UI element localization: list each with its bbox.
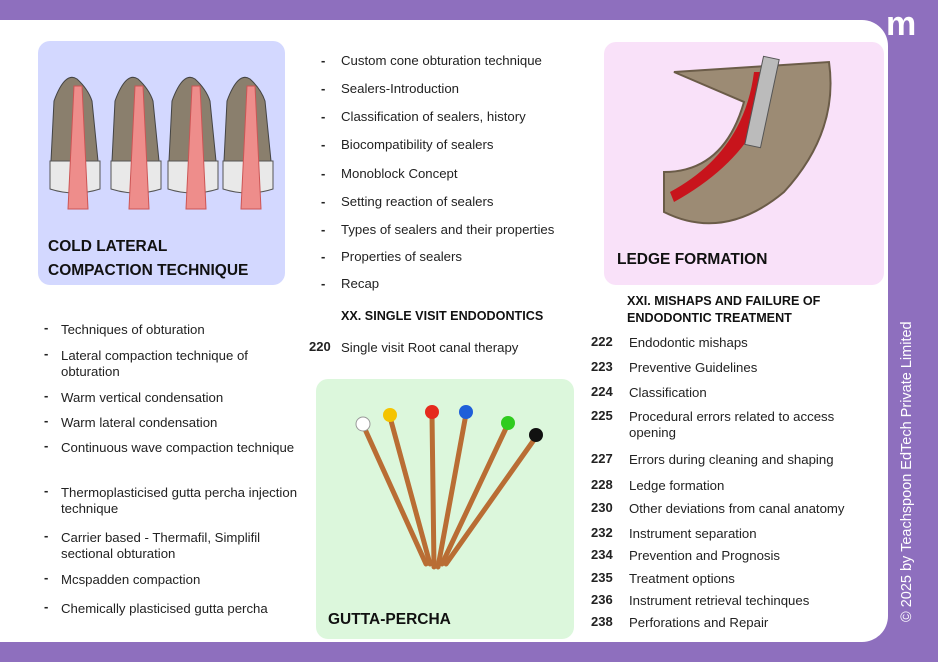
list-item: Classification of sealers, history	[341, 109, 526, 124]
bullet-dash: -	[321, 53, 326, 68]
cold-lateral-panel	[38, 41, 285, 285]
bullet-dash: -	[321, 194, 326, 209]
toc-item: Other deviations from canal anatomy	[629, 501, 845, 516]
list-item: Warm vertical condensation	[61, 390, 224, 405]
list-item: Monoblock Concept	[341, 166, 458, 181]
list-item: Setting reaction of sealers	[341, 194, 494, 209]
list-item: Biocompatibility of sealers	[341, 137, 494, 152]
ledge-title: LEDGE FORMATION	[617, 251, 768, 268]
list-item: Sealers-Introduction	[341, 81, 460, 96]
toc-item: Instrument separation	[629, 526, 757, 541]
toc-item: Ledge formation	[629, 478, 725, 493]
page-number: 232	[591, 525, 613, 540]
bullet-dash: -	[321, 166, 326, 181]
section-xx-heading: XX. SINGLE VISIT ENDODONTICS	[341, 309, 544, 323]
list-item: Properties of sealers	[341, 249, 462, 264]
copyright-footer: © 2025 by Teachspoon EdTech Private Limited	[899, 321, 915, 622]
bullet-dash: -	[44, 346, 49, 361]
toc-item: Perforations and Repair	[629, 615, 769, 630]
list-item: Carrier based - Thermafil, Simplifil sectional obturation	[61, 530, 261, 561]
bullet-dash: -	[321, 222, 326, 237]
toc-item: Errors during cleaning and shaping	[629, 452, 834, 467]
page-number: 225	[591, 408, 613, 423]
bullet-dash: -	[44, 528, 49, 543]
ledge-illustration	[604, 42, 884, 242]
page-number: 234	[591, 547, 613, 562]
page-number: 223	[591, 359, 613, 374]
bullet-dash: -	[44, 570, 49, 585]
page-number: 236	[591, 592, 613, 607]
gutta-percha-illustration	[316, 379, 574, 579]
ledge-panel	[604, 42, 884, 285]
page-number: 227	[591, 451, 613, 466]
toc-item: Prevention and Prognosis	[629, 548, 781, 563]
cold-lateral-title: COLD LATERAL COMPACTION TECHNIQUE	[48, 238, 249, 279]
teeth-illustration	[38, 41, 285, 221]
bullet-dash: -	[321, 249, 326, 264]
bullet-dash: -	[321, 276, 326, 291]
list-item: Thermoplasticised gutta percha injection technique	[61, 485, 298, 516]
toc-item: Treatment options	[629, 571, 735, 586]
gutta-percha-title: GUTTA-PERCHA	[328, 611, 451, 628]
list-item: Types of sealers and their properties	[341, 222, 555, 237]
bullet-dash: -	[44, 413, 49, 428]
toc-item: Procedural errors related to access opening	[629, 409, 835, 440]
list-item: Mcspadden compaction	[61, 572, 201, 587]
section-xxi-heading: XXI. MISHAPS AND FAILURE OF ENDODONTIC TREATMENT	[627, 294, 821, 325]
list-item: Chemically plasticised gutta percha	[61, 601, 268, 616]
bullet-dash: -	[44, 483, 49, 498]
list-item: Lateral compaction technique of obturation	[61, 348, 248, 379]
list-item: Warm lateral condensation	[61, 415, 218, 430]
list-item: Recap	[341, 276, 380, 291]
page-number: 228	[591, 477, 613, 492]
page-number: 220	[309, 339, 331, 354]
bullet-dash: -	[44, 438, 49, 453]
brand-logo: m	[886, 5, 917, 43]
list-item: Continuous wave compaction technique	[61, 440, 295, 455]
bullet-dash: -	[321, 81, 326, 96]
page-number: 230	[591, 500, 613, 515]
bullet-dash: -	[321, 137, 326, 152]
bullet-dash: -	[321, 109, 326, 124]
page-number: 235	[591, 570, 613, 585]
toc-item: Instrument retrieval techinques	[629, 593, 810, 608]
bullet-dash: -	[44, 599, 49, 614]
toc-item: Endodontic mishaps	[629, 335, 748, 350]
toc-item: Single visit Root canal therapy	[341, 340, 519, 355]
toc-item: Classification	[629, 385, 707, 400]
list-item: Techniques of obturation	[61, 322, 205, 337]
page-number: 238	[591, 614, 613, 629]
gutta-percha-panel	[316, 379, 574, 639]
bullet-dash: -	[44, 320, 49, 335]
list-item: Custom cone obturation technique	[341, 53, 542, 68]
toc-item: Preventive Guidelines	[629, 360, 758, 375]
page-number: 222	[591, 334, 613, 349]
bullet-dash: -	[44, 388, 49, 403]
page-number: 224	[591, 384, 613, 399]
